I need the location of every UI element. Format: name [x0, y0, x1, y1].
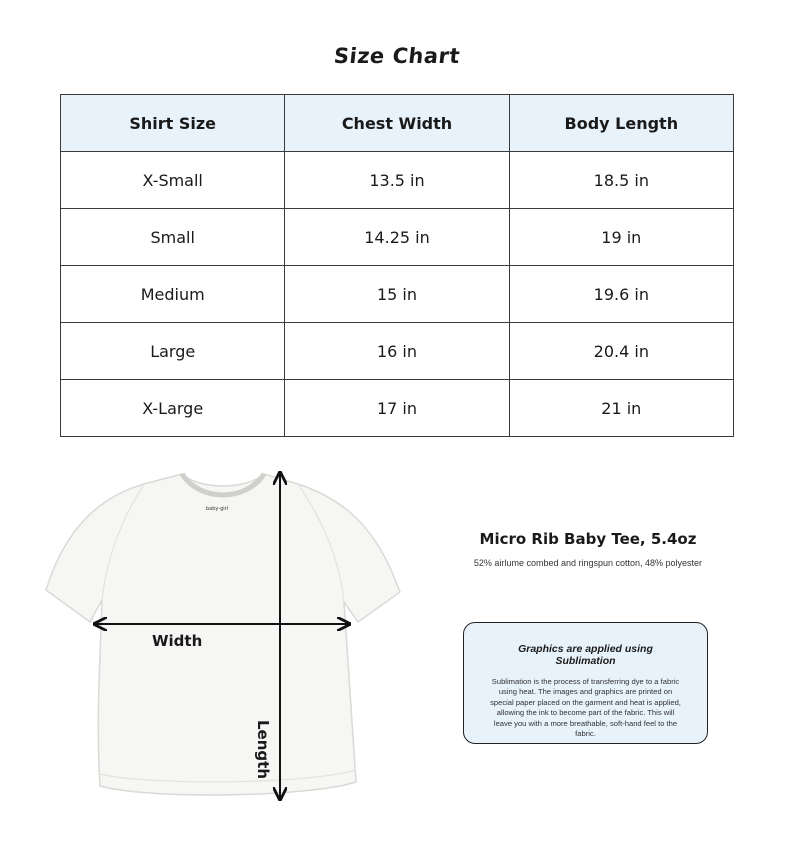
page-title: Size Chart [332, 44, 462, 68]
cell-length: 21 in [509, 380, 733, 437]
column-header-shirt-size: Shirt Size [61, 95, 285, 152]
cell-length: 19 in [509, 209, 733, 266]
product-name: Micro Rib Baby Tee, 5.4oz [479, 530, 697, 548]
cell-length: 19.6 in [509, 266, 733, 323]
cell-size: Small [61, 209, 285, 266]
cell-chest: 17 in [285, 380, 509, 437]
table-row [61, 266, 734, 323]
cell-chest: 14.25 in [285, 209, 509, 266]
info-box-body: Sublimation is the process of transferring dye to a fabric using heat. The images and graphics are printed on special paper placed on the garment and heat is applied, allowing the ink to become part of the fabric. This will leave you with a more breathable, soft-hand feel to the fabric. [490, 677, 681, 739]
cell-chest: 16 in [285, 323, 509, 380]
cell-size: Large [61, 323, 285, 380]
product-material: 52% airlume combed and ringspun cotton, 48% polyester [473, 558, 703, 568]
sublimation-info-box [463, 622, 708, 744]
column-header-body-length: Body Length [509, 95, 733, 152]
cell-size: X-Large [61, 380, 285, 437]
shirt-illustration [40, 462, 410, 812]
t-shirt-image [40, 462, 410, 812]
length-label: Length [254, 720, 272, 779]
size-chart-table [60, 94, 734, 437]
t-shirt-shape [46, 474, 400, 795]
table-row [61, 152, 734, 209]
cell-size: X-Small [61, 152, 285, 209]
table-header-row [61, 95, 734, 152]
cell-chest: 15 in [285, 266, 509, 323]
table-row [61, 323, 734, 380]
table-row [61, 209, 734, 266]
cell-length: 18.5 in [509, 152, 733, 209]
cell-length: 20.4 in [509, 323, 733, 380]
info-box-title: Graphics are applied using Sublimation [518, 643, 653, 667]
brand-tag: baby-girl [206, 506, 229, 512]
table-row [61, 380, 734, 437]
column-header-chest-width: Chest Width [285, 95, 509, 152]
width-label: Width [152, 632, 203, 650]
cell-chest: 13.5 in [285, 152, 509, 209]
cell-size: Medium [61, 266, 285, 323]
